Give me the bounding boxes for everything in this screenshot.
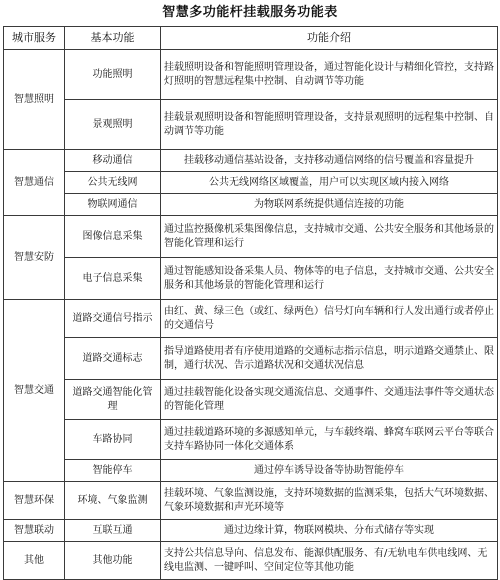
category-lighting: 智慧照明 — [4, 50, 65, 150]
function-cell: 道路交通标志 — [65, 338, 161, 380]
function-cell: 公共无线网 — [65, 172, 161, 194]
category-linkage: 智慧联动 — [4, 520, 65, 542]
function-cell: 道路交通信号指示 — [65, 300, 161, 338]
function-cell: 景观照明 — [65, 100, 161, 150]
description-cell: 通过停车诱导设备等协助智能停车 — [161, 460, 498, 482]
description-cell: 通过挂载智能化设备实现交通流信息、交通事件、交通违法事件等交通状态的智能化管理 — [161, 380, 498, 420]
table-row — [4, 50, 498, 100]
table-row — [4, 482, 498, 520]
table-row — [4, 100, 498, 150]
service-function-table — [3, 26, 498, 580]
function-cell: 物联网通信 — [65, 194, 161, 216]
function-cell: 智能停车 — [65, 460, 161, 482]
function-cell: 其他功能 — [65, 542, 161, 580]
category-environment: 智慧环保 — [4, 482, 65, 520]
table-row — [4, 380, 498, 420]
function-cell: 车路协同 — [65, 420, 161, 460]
category-other: 其他 — [4, 542, 65, 580]
header-row — [4, 27, 498, 50]
header-basic-function: 基本功能 — [65, 27, 161, 50]
function-cell: 移动通信 — [65, 150, 161, 172]
table-row — [4, 460, 498, 482]
description-cell: 由红、黄、绿三色（或红、绿两色）信号灯向车辆和行人发出通行或者停止的交通信号 — [161, 300, 498, 338]
table-row — [4, 194, 498, 216]
table-row — [4, 338, 498, 380]
description-cell: 为物联网系统提供通信连接的功能 — [161, 194, 498, 216]
category-communication: 智慧通信 — [4, 150, 65, 216]
function-cell: 功能照明 — [65, 50, 161, 100]
table-row — [4, 420, 498, 460]
category-security: 智慧安防 — [4, 216, 65, 300]
description-cell: 通过边缘计算，物联网模块、分布式储存等实现 — [161, 520, 498, 542]
table-row — [4, 258, 498, 300]
table-row — [4, 216, 498, 258]
table-row — [4, 300, 498, 338]
header-function-intro: 功能介绍 — [161, 27, 498, 50]
table-row — [4, 520, 498, 542]
description-cell: 通过监控摄像机采集图像信息，支持城市交通、公共安全服务和其他场景的智能化管理和运行 — [161, 216, 498, 258]
table-row — [4, 542, 498, 580]
page-title: 智慧多功能杆挂载服务功能表 — [162, 5, 338, 20]
function-cell: 互联互通 — [65, 520, 161, 542]
description-cell: 挂载移动通信基站设备，支持移动通信网络的信号覆盖和容量提升 — [161, 150, 498, 172]
description-cell: 通过智能感知设备采集人员、物体等的电子信息，支持城市交通、公共安全服务和其他场景的智能化管理和运行 — [161, 258, 498, 300]
table-row — [4, 172, 498, 194]
description-cell: 挂载照明设备和智能照明管理设备，通过智能化设计与精细化管控，支持路灯照明的智慧远程集中控制、自动调节等功能 — [161, 50, 498, 100]
function-cell: 图像信息采集 — [65, 216, 161, 258]
description-cell: 指导道路使用者有序使用道路的交通标志指示信息，明示道路交通禁止、限制，通行状况、告示道路状况和交通状况信息 — [161, 338, 498, 380]
description-cell: 挂载环境、气象监测设施，支持环境数据的监测采集，包括大气环境数据、气象环境数据和声光环境等 — [161, 482, 498, 520]
description-cell: 公共无线网络区域覆盖，用户可以实现区域内接入网络 — [161, 172, 498, 194]
category-traffic: 智慧交通 — [4, 300, 65, 482]
description-cell: 挂载景观照明设备和智能照明管理设备，支持景观照明的远程集中控制、自动调节等功能 — [161, 100, 498, 150]
header-city-service: 城市服务 — [4, 27, 65, 50]
function-cell: 环境、气象监测 — [65, 482, 161, 520]
description-cell: 支持公共信息导向、信息发布、能源供配服务、有/无轨电车供电线网、无线电监测、一键呼叫、空间定位等其他功能 — [161, 542, 498, 580]
table-row — [4, 150, 498, 172]
function-cell: 电子信息采集 — [65, 258, 161, 300]
function-cell: 道路交通智能化管理 — [65, 380, 161, 420]
description-cell: 通过挂载道路环境的多源感知单元，与车载终端、蜂窝车联网云平台等联合支持车路协同一体化交通体系 — [161, 420, 498, 460]
